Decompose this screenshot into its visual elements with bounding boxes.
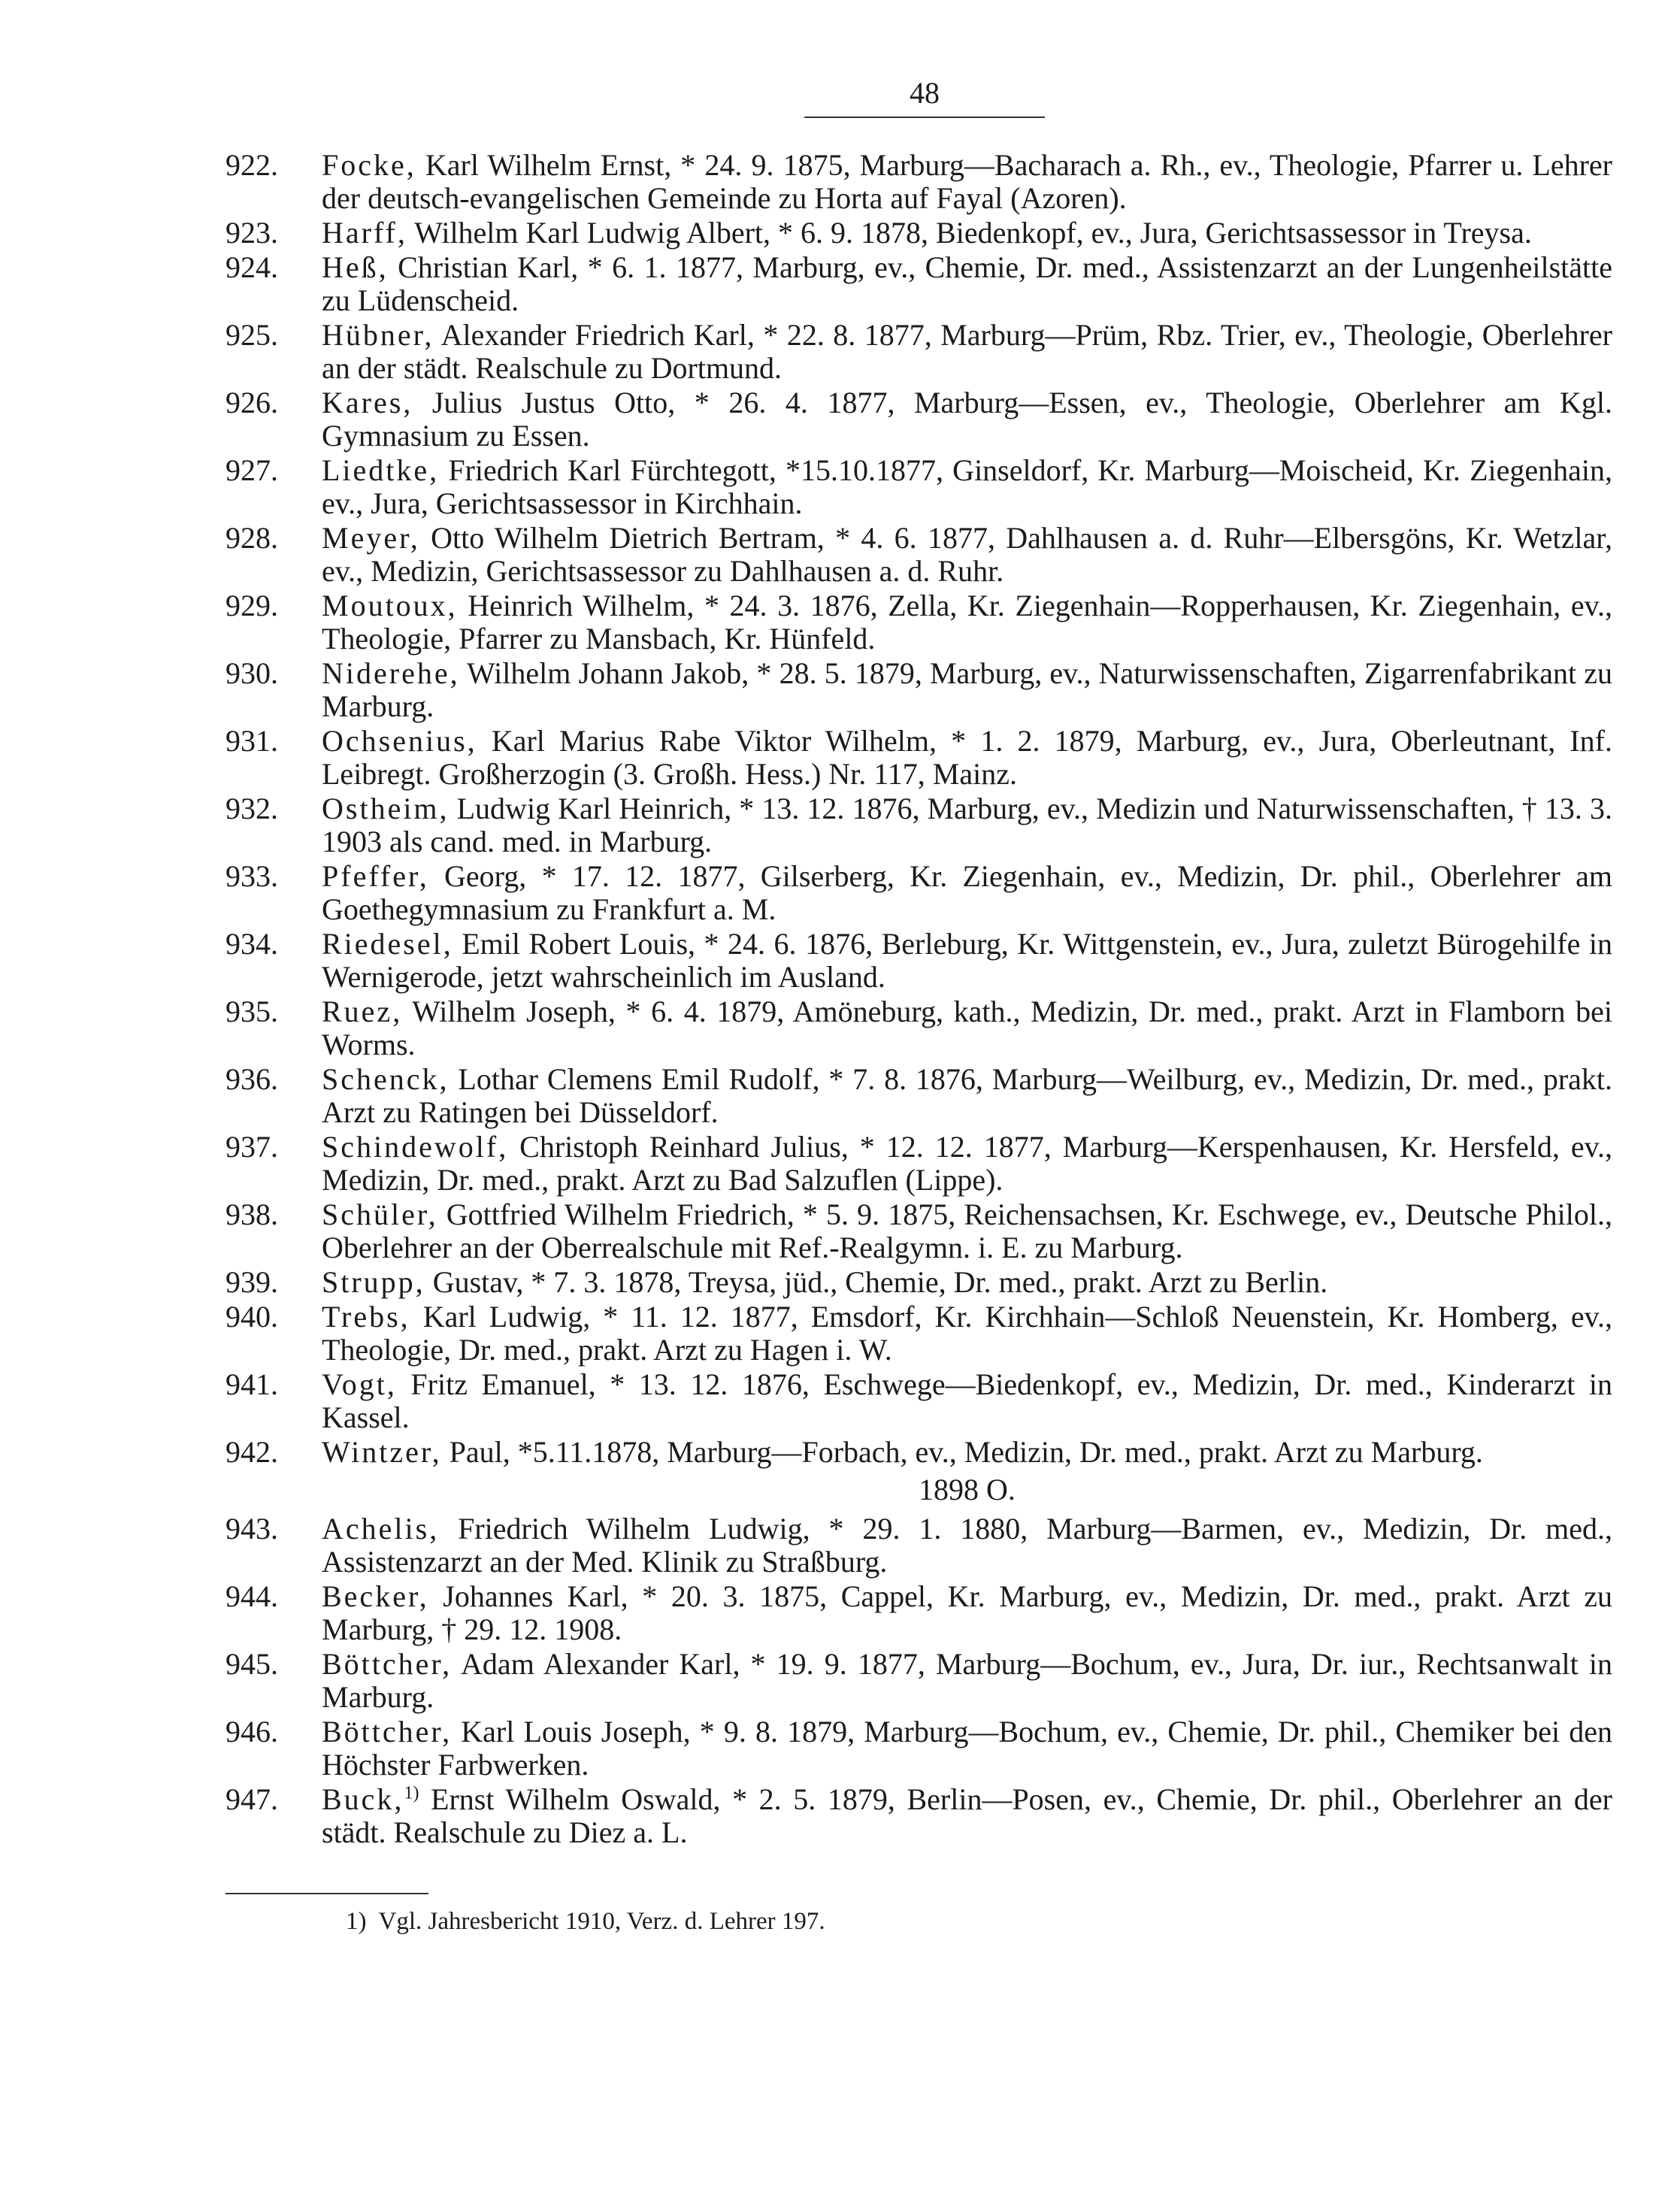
entry-text: Friedrich Karl Fürchtegott, *15.10.1877, Ginseldorf, Kr. Marburg—Moischeid, Kr. Ziegenhain, ev., Jura, Gerichtsassessor in Kirchhain. <box>322 453 1613 520</box>
entry-number: 922. <box>226 148 278 182</box>
entry-text: Wilhelm Johann Jakob, * 28. 5. 1879, Marburg, ev., Naturwissenschaften, Zigarrenfabrikant zu Marburg. <box>322 656 1612 723</box>
list-item <box>226 860 1612 926</box>
entry-surname: Schüler, <box>322 1197 438 1231</box>
entry-text: Ludwig Karl Heinrich, * 13. 12. 1876, Marburg, ev., Medizin und Naturwissenschaften, † 13. 3. 1903 als cand. med. in Marburg. <box>322 792 1613 858</box>
entry-number: 925. <box>226 318 278 352</box>
footnote <box>346 1906 1398 1936</box>
list-item <box>226 725 1612 791</box>
entry-text: Lothar Clemens Emil Rudolf, * 7. 8. 1876, Marburg—Weilburg, ev., Medizin, Dr. med., prakt. Arzt zu Ratingen bei Düsseldorf. <box>322 1062 1613 1129</box>
entry-list <box>226 149 1612 1851</box>
list-item <box>226 149 1612 215</box>
entry-text: Adam Alexander Karl, * 19. 9. 1877, Marburg—Bochum, ev., Jura, Dr. iur., Rechtsanwalt in Marburg. <box>322 1647 1612 1714</box>
list-item <box>226 1715 1612 1782</box>
footnote-rule <box>226 1893 428 1894</box>
entry-number: 942. <box>226 1435 278 1469</box>
list-item <box>226 1063 1612 1129</box>
entry-text: Christian Karl, * 6. 1. 1877, Marburg, ev., Chemie, Dr. med., Assistenzarzt an der Lungenheilstätte zu Lüdenscheid. <box>322 250 1613 317</box>
entry-text: Emil Robert Louis, * 24. 6. 1876, Berleburg, Kr. Wittgenstein, ev., Jura, zuletzt Bürogehilfe in Wernigerode, jetzt wahrscheinlich im Ausland. <box>322 927 1613 994</box>
entry-surname: Hübner, <box>322 318 434 352</box>
entry-text: Julius Justus Otto, * 26. 4. 1877, Marburg—Essen, ev., Theologie, Oberlehrer am Kgl. Gymnasium zu Essen. <box>322 386 1612 453</box>
list-item <box>226 251 1612 317</box>
list-item <box>226 657 1612 723</box>
entry-surname: Focke, <box>322 148 416 182</box>
list-item <box>226 1131 1612 1197</box>
entry-number: 947. <box>226 1782 278 1816</box>
entry-surname: Schenck, <box>322 1062 450 1096</box>
footnote-text: Vgl. Jahresbericht 1910, Verz. d. Lehrer 197. <box>378 1908 825 1935</box>
entry-text: Wilhelm Karl Ludwig Albert, * 6. 9. 1878, Biedenkopf, ev., Jura, Gerichtsassessor in Treysa. <box>414 216 1532 250</box>
entry-surname: Böttcher, <box>322 1647 453 1681</box>
entry-number: 930. <box>226 656 278 690</box>
entry-number: 941. <box>226 1367 278 1401</box>
entry-text: Alexander Friedrich Karl, * 22. 8. 1877, Marburg—Prüm, Rbz. Trier, ev., Theologie, Oberlehrer an der städt. Realschule zu Dortmund. <box>322 318 1613 385</box>
list-item <box>226 1436 1612 1469</box>
entry-number: 944. <box>226 1579 278 1613</box>
entry-number: 927. <box>226 453 278 487</box>
entry-number: 943. <box>226 1512 278 1546</box>
list-item <box>226 1783 1612 1849</box>
entry-text: Gottfried Wilhelm Friedrich, * 5. 9. 1875, Reichensachsen, Kr. Eschwege, ev., Deutsche Philol., Oberlehrer an der Oberrealschule mit Ref.-Realgymn. i. E. zu Marburg. <box>322 1197 1613 1264</box>
entry-text: Karl Ludwig, * 11. 12. 1877, Emsdorf, Kr. Kirchhain—Schloß Neuenstein, Kr. Homberg, ev., Theologie, Dr. med., prakt. Arzt zu Hagen i. W. <box>322 1300 1613 1367</box>
entry-text: Fritz Emanuel, * 13. 12. 1876, Eschwege—Biedenkopf, ev., Medizin, Dr. med., Kinderarzt in Kassel. <box>322 1367 1613 1434</box>
footnote-mark: 1) <box>346 1908 367 1935</box>
list-item <box>226 1580 1612 1646</box>
entry-surname: Vogt, <box>322 1367 397 1401</box>
entry-number: 929. <box>226 589 278 622</box>
entry-surname: Kares, <box>322 386 413 419</box>
entry-number: 933. <box>226 859 278 893</box>
entry-surname: Ostheim, <box>322 792 450 825</box>
entry-number: 932. <box>226 792 278 825</box>
list-item <box>226 319 1612 385</box>
entry-surname: Meyer, <box>322 521 420 555</box>
entry-surname: Schindewolf, <box>322 1130 509 1164</box>
entry-number: 937. <box>226 1130 278 1164</box>
entry-text: Paul, *5.11.1878, Marburg—Forbach, ev., Medizin, Dr. med., prakt. Arzt zu Marburg. <box>449 1435 1483 1469</box>
entry-surname: Liedtke, <box>322 453 440 487</box>
entry-text: Georg, * 17. 12. 1877, Gilserberg, Kr. Ziegenhain, ev., Medizin, Dr. phil., Oberlehrer am Goethegymnasium zu Frankfurt a. M. <box>322 859 1613 926</box>
entry-text: Karl Marius Rabe Viktor Wilhelm, * 1. 2. 1879, Marburg, ev., Jura, Oberleutnant, Inf. Leibregt. Großherzogin (3. Großh. Hess.) Nr. 117, Mainz. <box>322 724 1613 791</box>
section-heading: 1898 O. <box>919 1473 1016 1506</box>
list-item <box>226 1300 1612 1367</box>
entry-number: 934. <box>226 927 278 961</box>
entry-text: Otto Wilhelm Dietrich Bertram, * 4. 6. 1877, Dahlhausen a. d. Ruhr—Elbersgöns, Kr. Wetzlar, ev., Medizin, Gerichtsassessor zu Dahlhausen a. d. Ruhr. <box>322 521 1613 588</box>
entry-text: Heinrich Wilhelm, * 24. 3. 1876, Zella, Kr. Ziegenhain—Ropperhausen, Kr. Ziegenhain, ev., Theologie, Pfarrer zu Mansbach, Kr. Hünfeld. <box>322 589 1612 655</box>
list-item <box>226 995 1612 1061</box>
entry-text: Karl Wilhelm Ernst, * 24. 9. 1875, Marburg—Bacharach a. Rh., ev., Theologie, Pfarrer u. Lehrer der deutsch-evangelischen Gemeinde zu Horta auf Fayal (Azoren). <box>322 148 1613 215</box>
list-item <box>226 1512 1612 1579</box>
entry-text: Karl Louis Joseph, * 9. 8. 1879, Marburg—Bochum, ev., Chemie, Dr. phil., Chemiker bei den Höchster Farbwerken. <box>322 1715 1612 1782</box>
list-item <box>226 792 1612 858</box>
entry-surname: Wintzer, <box>322 1435 442 1469</box>
entry-text: Gustav, * 7. 3. 1878, Treysa, jüd., Chemie, Dr. med., prakt. Arzt zu Berlin. <box>432 1265 1328 1299</box>
entry-text: Christoph Reinhard Julius, * 12. 12. 1877, Marburg—Kerspenhausen, Kr. Hersfeld, ev., Medizin, Dr. med., prakt. Arzt zu Bad Salzuflen (Lippe). <box>322 1130 1612 1197</box>
entry-surname: Trebs, <box>322 1300 410 1334</box>
entry-surname: Heß, <box>322 250 389 284</box>
entry-text: Wilhelm Joseph, * 6. 4. 1879, Amöneburg, kath., Medizin, Dr. med., prakt. Arzt in Flamborn bei Worms. <box>322 995 1612 1061</box>
entry-number: 924. <box>226 250 278 284</box>
page-number: 48 <box>910 76 940 110</box>
entry-text: Ernst Wilhelm Oswald, * 2. 5. 1879, Berlin—Posen, ev., Chemie, Dr. phil., Oberlehrer an der städt. Realschule zu Diez a. L. <box>322 1782 1613 1849</box>
list-item <box>226 1266 1612 1299</box>
entry-surname: Moutoux, <box>322 589 458 622</box>
list-item <box>226 522 1612 588</box>
list-item <box>226 216 1612 250</box>
entry-number: 939. <box>226 1265 278 1299</box>
entry-number: 936. <box>226 1062 278 1096</box>
entry-surname: Böttcher, <box>322 1715 453 1748</box>
entry-surname: Achelis, <box>322 1512 440 1546</box>
entry-number: 946. <box>226 1715 278 1748</box>
entry-number: 931. <box>226 724 278 758</box>
entry-number: 938. <box>226 1197 278 1231</box>
entry-surname: Harff, <box>322 216 407 250</box>
entry-number: 928. <box>226 521 278 555</box>
footnote-reference: 1) <box>404 1783 419 1803</box>
entry-surname: Niderehe, <box>322 656 460 690</box>
entry-number: 923. <box>226 216 278 250</box>
entry-number: 935. <box>226 995 278 1028</box>
entry-text: Friedrich Wilhelm Ludwig, * 29. 1. 1880, Marburg—Barmen, ev., Medizin, Dr. med., Assistenzarzt an der Med. Klinik zu Straßburg. <box>322 1512 1613 1579</box>
entry-surname: Becker, <box>322 1579 429 1613</box>
entry-surname: Ruez, <box>322 995 403 1028</box>
entry-surname: Ochsenius, <box>322 724 477 758</box>
list-item <box>226 1648 1612 1714</box>
list-item <box>226 1368 1612 1434</box>
list-item <box>226 454 1612 520</box>
list-item <box>226 589 1612 655</box>
header-rule <box>804 117 1045 118</box>
entry-number: 940. <box>226 1300 278 1334</box>
entry-number: 926. <box>226 386 278 419</box>
entry-surname: Strupp, <box>322 1265 425 1299</box>
list-item <box>226 1198 1612 1264</box>
entry-surname: Buck, <box>322 1782 404 1816</box>
list-item <box>226 928 1612 994</box>
list-item <box>226 386 1612 453</box>
entry-surname: Riedesel, <box>322 927 453 961</box>
entry-number: 945. <box>226 1647 278 1681</box>
entry-surname: Pfeffer, <box>322 859 429 893</box>
entry-text: Johannes Karl, * 20. 3. 1875, Cappel, Kr. Marburg, ev., Medizin, Dr. med., prakt. Arzt zu Marburg, † 29. 12. 1908. <box>322 1579 1612 1646</box>
